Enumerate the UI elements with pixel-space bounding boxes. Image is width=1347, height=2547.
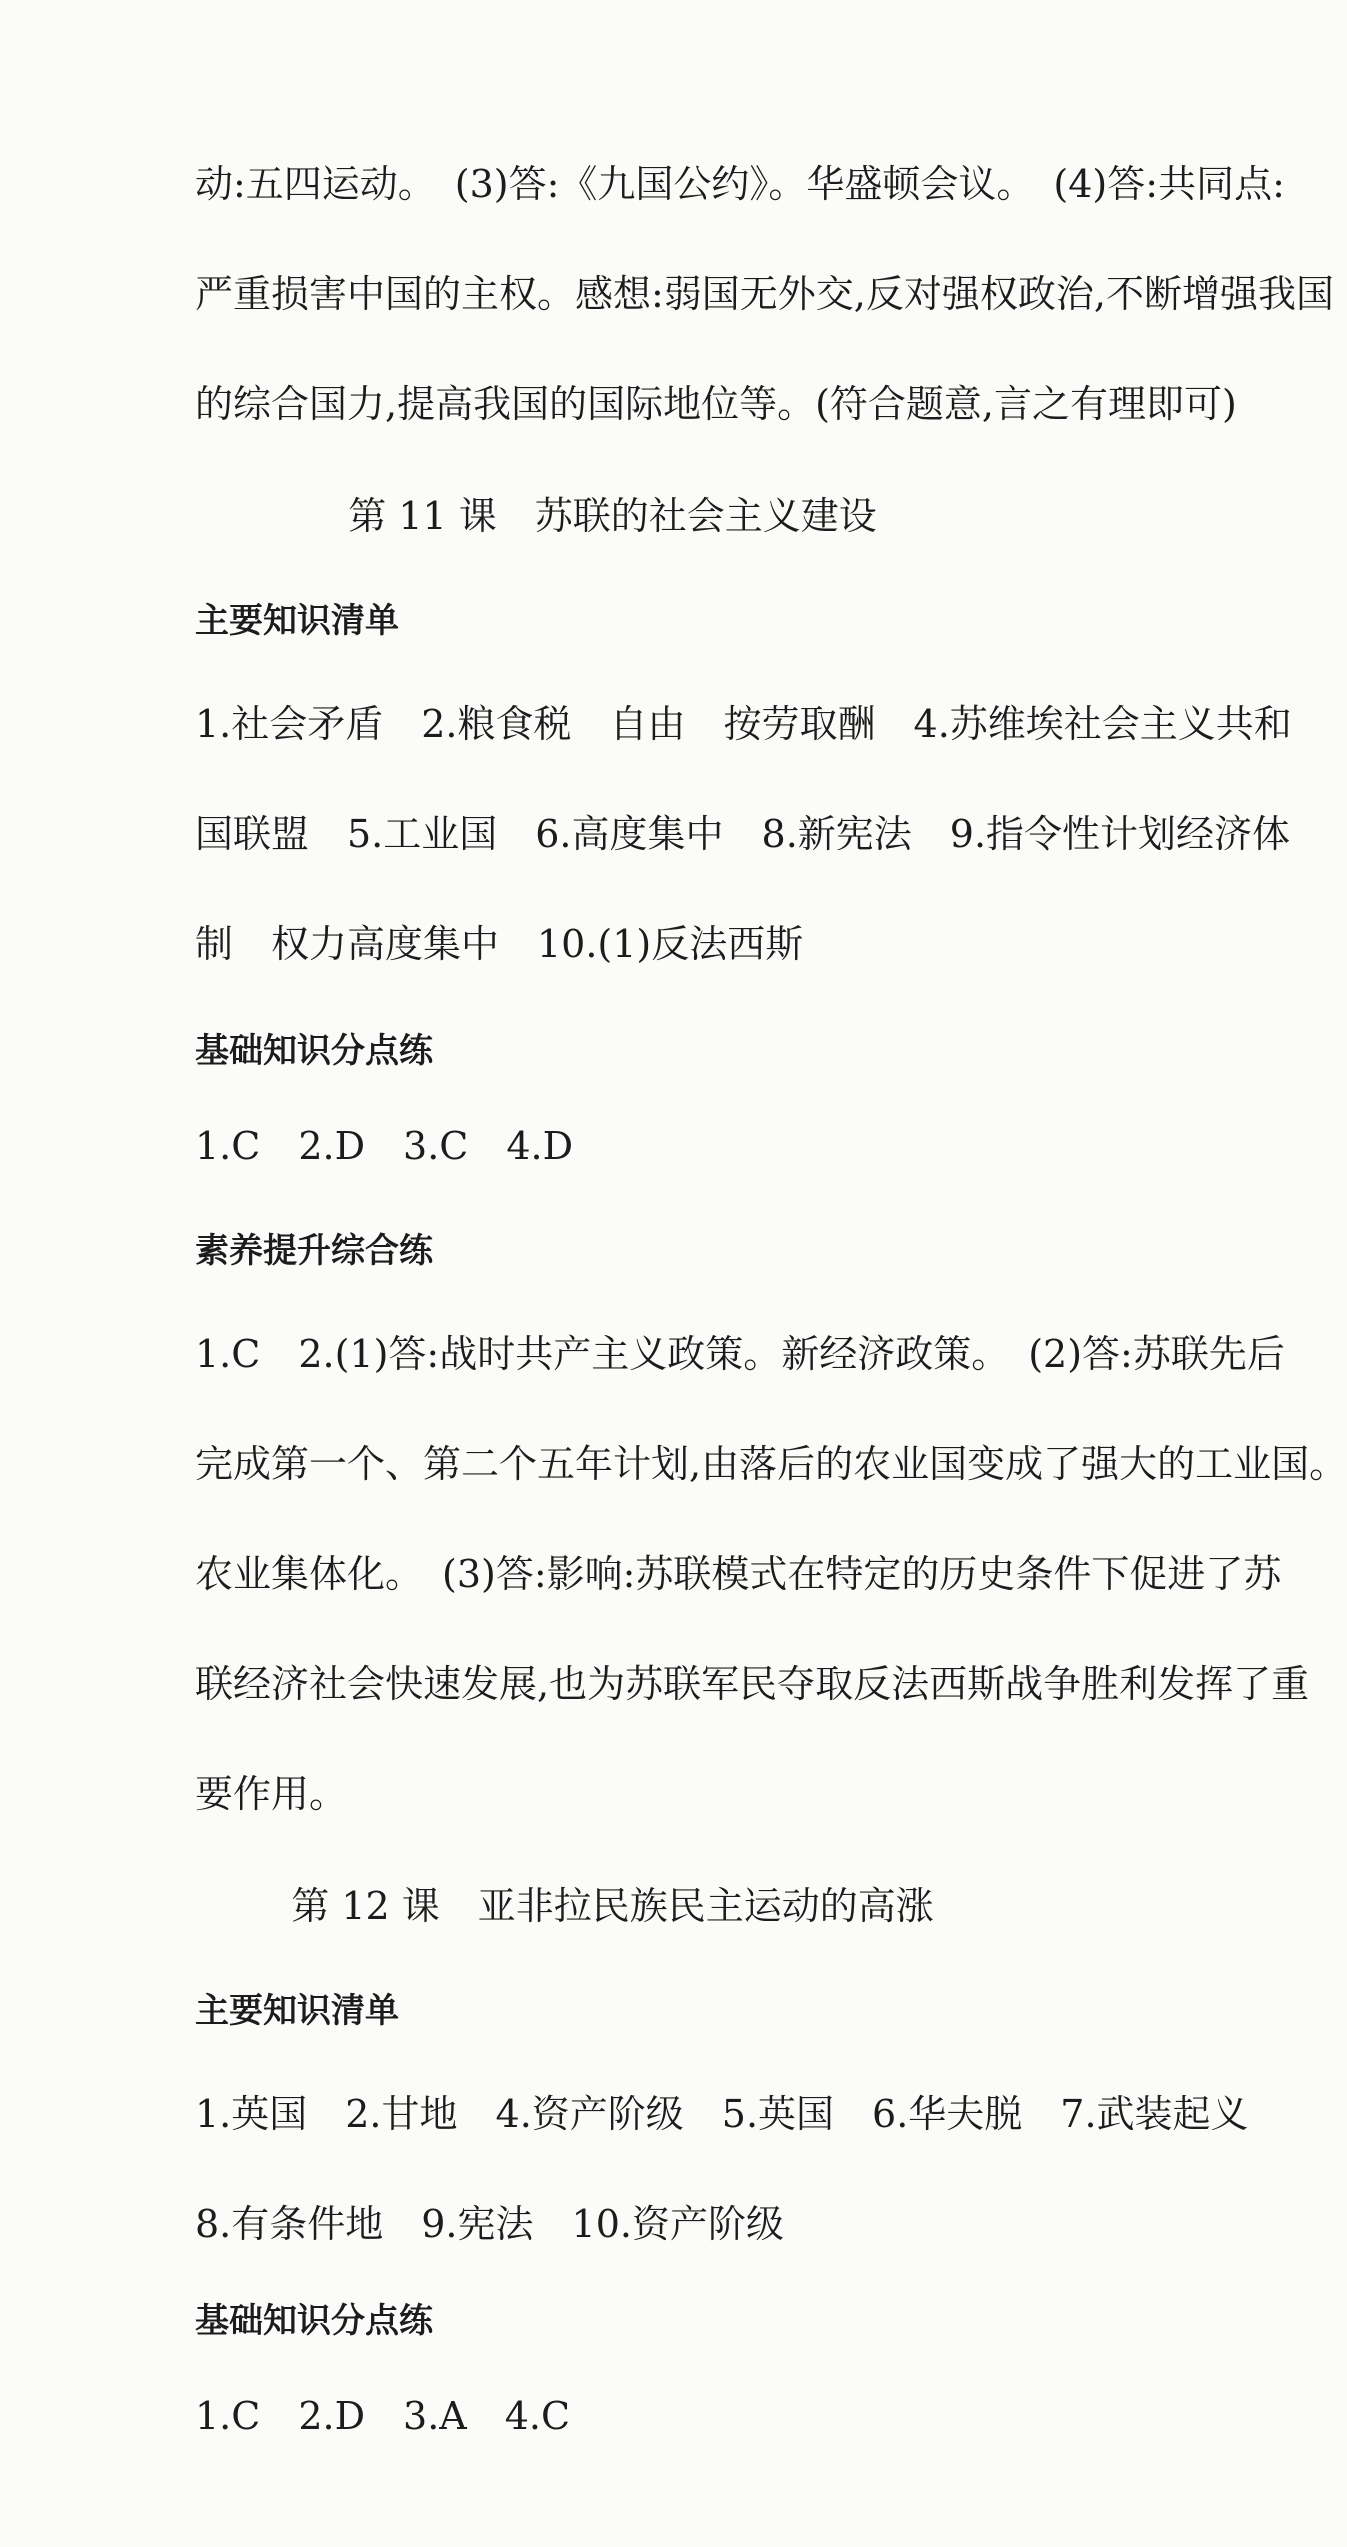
lesson-12-list-line-2: 8.有条件地 9.宪法 10.资产阶级: [195, 2202, 784, 2246]
lesson-11-comp-line-5: 要作用。: [195, 1772, 348, 1816]
lesson-11-comp-line-2: 完成第一个、第二个五年计划,由落后的农业国变成了强大的工业国。: [195, 1442, 1347, 1486]
lesson-12-heading-basic: 基础知识分点练: [195, 2301, 433, 2341]
intro-line-3: 的综合国力,提高我国的国际地位等。(符合题意,言之有理即可): [195, 382, 1237, 426]
lesson-11-heading-basic: 基础知识分点练: [195, 1031, 433, 1071]
lesson-11-basic-answers: 1.C 2.D 3.C 4.D: [195, 1124, 574, 1168]
lesson-12-basic-answers: 1.C 2.D 3.A 4.C: [195, 2394, 571, 2438]
lesson-11-comp-line-1: 1.C 2.(1)答:战时共产主义政策。新经济政策。 (2)答:苏联先后: [195, 1332, 1285, 1376]
lesson-11-list-line-1: 1.社会矛盾 2.粮食税 自由 按劳取酬 4.苏维埃社会主义共和: [195, 702, 1292, 746]
lesson-11-title: 第 11 课 苏联的社会主义建设: [348, 494, 877, 538]
lesson-12-heading-knowledge: 主要知识清单: [195, 1991, 399, 2031]
lesson-11-comp-line-3: 农业集体化。 (3)答:影响:苏联模式在特定的历史条件下促进了苏: [195, 1552, 1282, 1596]
lesson-11-comp-line-4: 联经济社会快速发展,也为苏联军民夺取反法西斯战争胜利发挥了重: [195, 1662, 1310, 1706]
lesson-12-title: 第 12 课 亚非拉民族民主运动的高涨: [291, 1884, 934, 1928]
intro-line-1: 动:五四运动。 (3)答:《九国公约》。华盛顿会议。 (4)答:共同点:: [195, 162, 1285, 206]
intro-line-2: 严重损害中国的主权。感想:弱国无外交,反对强权政治,不断增强我国: [195, 272, 1334, 316]
lesson-11-heading-comprehensive: 素养提升综合练: [195, 1231, 433, 1271]
lesson-12-list-line-1: 1.英国 2.甘地 4.资产阶级 5.英国 6.华夫脱 7.武装起义: [195, 2092, 1249, 2136]
lesson-11-list-line-3: 制 权力高度集中 10.(1)反法西斯: [195, 922, 804, 966]
lesson-11-heading-knowledge: 主要知识清单: [195, 601, 399, 641]
lesson-11-list-line-2: 国联盟 5.工业国 6.高度集中 8.新宪法 9.指令性计划经济体: [195, 812, 1291, 856]
